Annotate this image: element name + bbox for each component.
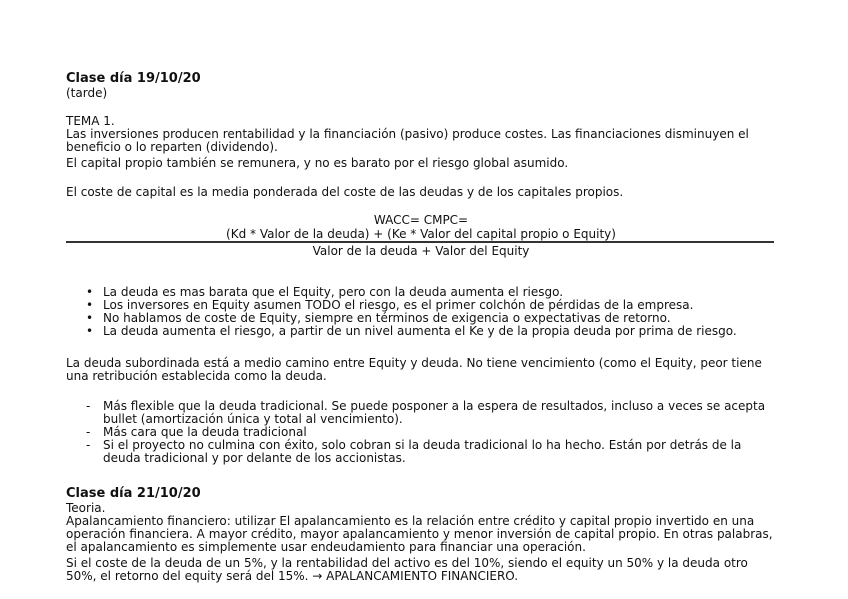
list-item: • Los inversores en Equity asumen TODO el riesgo, es el primer colchón de pérdidas de la empresa. (66, 299, 776, 312)
bullet-list (66, 286, 776, 338)
formula-denominator: Valor de la deuda + Valor del Equity (312, 244, 530, 258)
paragraph: La deuda subordinada está a medio camino entre Equity y deuda. No tiene vencimiento (como el Equity, peor tiene una retribución establecida como la deuda. (66, 356, 762, 383)
paragraph: Apalancamiento financiero: utilizar El apalancamiento es la relación entre crédito y capital propio invertido en una operación financiera. A mayor crédito, mayor apalancamiento y menor inversión de capital propio. En otras palabras, el apalancamiento es simplemente usar endeudamiento para financiar una operación. (66, 514, 773, 554)
fraction-bar (66, 241, 774, 243)
formula-name: WACC= CMPC= (373, 213, 469, 227)
list-item: • La deuda es mas barata que el Equity, pero con la deuda aumenta el riesgo. (66, 286, 776, 299)
section-title: Clase día 21/10/20 (66, 486, 201, 501)
dash-list (66, 400, 776, 465)
list-item: - Si el proyecto no culmina con éxito, solo cobran si la deuda tradicional lo ha hecho. Están por detrás de la deuda tradicional y por delante de los accionistas. (66, 439, 776, 465)
formula-numerator: (Kd * Valor de la deuda) + (Ke * Valor del capital propio o Equity) (226, 227, 616, 241)
section-subtitle: (tarde) (66, 86, 108, 100)
paragraph: El coste de capital es la media ponderada del coste de las deudas y de los capitales propios. (66, 185, 624, 199)
paragraph: Si el coste de la deuda de un 5%, y la rentabilidad del activo es del 10%, siendo el equity un 50% y la deuda otro 50%, el retorno del equity será del 15%. → APALANCAMIENTO FINANCIERO. (66, 556, 748, 583)
paragraph: El capital propio también se remunera, y no es barato por el riesgo global asumido. (66, 156, 569, 170)
section-subtitle: Teoria. (66, 501, 106, 515)
list-item: • La deuda aumenta el riesgo, a partir de un nivel aumenta el Ke y de la propia deuda por prima de riesgo. (66, 325, 776, 338)
paragraph: Las inversiones producen rentabilidad y la financiación (pasivo) produce costes. Las financiaciones disminuyen el beneficio o lo reparten (dividendo). (66, 127, 749, 154)
topic-heading: TEMA 1. (66, 114, 115, 128)
section-title: Clase día 19/10/20 (66, 71, 201, 86)
list-item: • No hablamos de coste de Equity, siempre en términos de exigencia o expectativas de retorno. (66, 312, 776, 325)
list-item: - Más cara que la deuda tradicional (66, 426, 776, 439)
list-item: - Más flexible que la deuda tradicional. Se puede posponer a la espera de resultados, incluso a veces se acepta bullet (amortización única y total al vencimiento). (66, 400, 776, 426)
